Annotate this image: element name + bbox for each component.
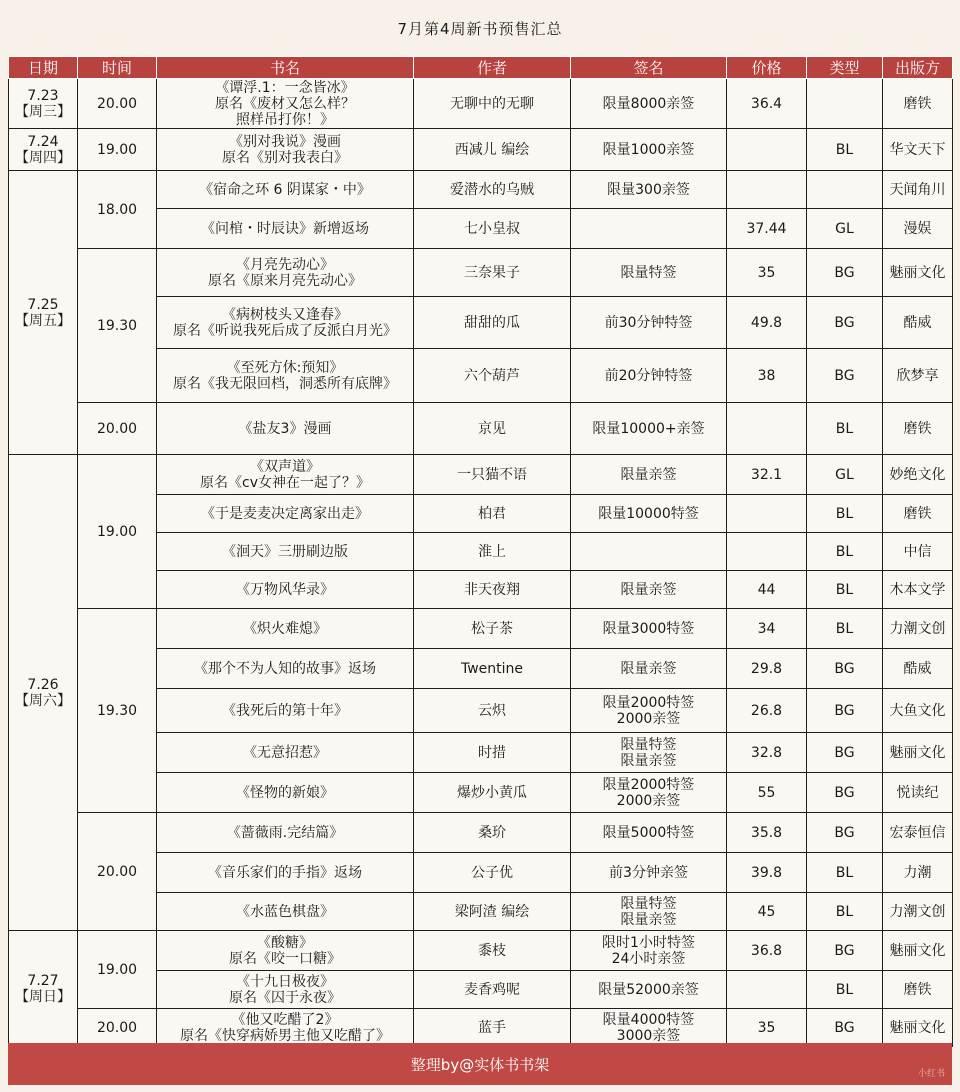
signature-cell: 限量10000+亲签	[571, 403, 727, 455]
publisher-cell: 魅丽文化	[883, 1009, 953, 1047]
price-cell: 55	[727, 773, 807, 813]
signature-cell: 限量1000亲签	[571, 129, 727, 171]
publisher-cell: 华文天下	[883, 129, 953, 171]
header-price: 价格	[727, 57, 807, 79]
time-cell: 20.00	[78, 403, 157, 455]
signature-cell: 限量300亲签	[571, 171, 727, 209]
author-cell: 无聊中的无聊	[414, 79, 571, 129]
signature-cell: 限量4000特签 3000亲签	[571, 1009, 727, 1047]
title-cell: 《无意招惹》	[157, 733, 414, 773]
title-cell: 《音乐家们的手指》返场	[157, 853, 414, 893]
price-cell: 37.44	[727, 209, 807, 249]
signature-cell: 限量特签	[571, 249, 727, 297]
time-cell: 20.00	[78, 813, 157, 931]
genre-cell: BG	[807, 931, 883, 971]
publisher-cell: 磨铁	[883, 495, 953, 533]
signature-cell: 前30分钟特签	[571, 297, 727, 349]
genre-cell: GL	[807, 209, 883, 249]
author-cell: Twentine	[414, 649, 571, 689]
genre-cell: BL	[807, 893, 883, 931]
date-cell: 7.27 【周日】	[9, 931, 78, 1047]
page-title: 7月第4周新书预售汇总	[397, 19, 563, 38]
author-cell: 一只猫不语	[414, 455, 571, 495]
signature-cell: 限量亲签	[571, 571, 727, 609]
title-cell: 《蔷薇雨.完结篇》	[157, 813, 414, 853]
author-cell: 爆炒小黄瓜	[414, 773, 571, 813]
header-author: 作者	[414, 57, 571, 79]
signature-cell: 前20分钟特签	[571, 349, 727, 403]
table-row	[9, 609, 953, 649]
genre-cell: BG	[807, 813, 883, 853]
table-row	[9, 129, 953, 171]
title-cell: 《问棺・时辰诀》新增返场	[157, 209, 414, 249]
time-cell: 20.00	[78, 79, 157, 129]
publisher-cell: 力潮文创	[883, 893, 953, 931]
header-publisher: 出版方	[883, 57, 953, 79]
price-cell: 44	[727, 571, 807, 609]
genre-cell: BL	[807, 495, 883, 533]
price-cell: 39.8	[727, 853, 807, 893]
table-row	[9, 79, 953, 129]
author-cell: 甜甜的瓜	[414, 297, 571, 349]
publisher-cell: 大鱼文化	[883, 689, 953, 733]
author-cell: 淮上	[414, 533, 571, 571]
signature-cell: 限量10000特签	[571, 495, 727, 533]
date-cell: 7.26 【周六】	[9, 455, 78, 931]
title-cell: 《病树枝头又逢春》 原名《听说我死后成了反派白月光》	[157, 297, 414, 349]
price-cell: 36.4	[727, 79, 807, 129]
genre-cell: BG	[807, 649, 883, 689]
price-cell: 34	[727, 609, 807, 649]
publisher-cell: 酷威	[883, 649, 953, 689]
genre-cell	[807, 79, 883, 129]
price-cell: 36.8	[727, 931, 807, 971]
author-cell: 非天夜翔	[414, 571, 571, 609]
price-cell: 26.8	[727, 689, 807, 733]
title-cell: 《宿命之环 6 阴谋家・中》	[157, 171, 414, 209]
signature-cell: 限量2000特签 2000亲签	[571, 773, 727, 813]
genre-cell: BL	[807, 533, 883, 571]
publisher-cell: 磨铁	[883, 971, 953, 1009]
title-cell: 《水蓝色棋盘》	[157, 893, 414, 931]
genre-cell: BL	[807, 971, 883, 1009]
signature-cell: 限量特签 限量亲签	[571, 733, 727, 773]
title-cell: 《那个不为人知的故事》返场	[157, 649, 414, 689]
title-cell: 《至死方休:预知》 原名《我无限回档，洞悉所有底牌》	[157, 349, 414, 403]
signature-cell: 限量8000亲签	[571, 79, 727, 129]
genre-cell: BL	[807, 403, 883, 455]
title-cell: 《我死后的第十年》	[157, 689, 414, 733]
date-cell: 7.24 【周四】	[9, 129, 78, 171]
genre-cell: BL	[807, 609, 883, 649]
price-cell	[727, 971, 807, 1009]
author-cell: 柏君	[414, 495, 571, 533]
publisher-cell: 妙绝文化	[883, 455, 953, 495]
genre-cell: BG	[807, 349, 883, 403]
genre-cell: BL	[807, 129, 883, 171]
signature-cell: 限量52000亲签	[571, 971, 727, 1009]
publisher-cell: 磨铁	[883, 403, 953, 455]
price-cell	[727, 171, 807, 209]
signature-cell: 前3分钟亲签	[571, 853, 727, 893]
time-cell: 19.30	[78, 249, 157, 403]
title-cell: 《谭浮.1：一念皆冰》 原名《废材又怎么样？ 照样吊打你！》	[157, 79, 414, 129]
date-cell: 7.25 【周五】	[9, 171, 78, 455]
time-cell: 18.00	[78, 171, 157, 249]
author-cell: 蓝手	[414, 1009, 571, 1047]
publisher-cell: 木本文学	[883, 571, 953, 609]
author-cell: 西减儿 编绘	[414, 129, 571, 171]
title-cell: 《月亮先动心》 原名《原来月亮先动心》	[157, 249, 414, 297]
publisher-cell: 魅丽文化	[883, 249, 953, 297]
genre-cell: BG	[807, 733, 883, 773]
header-time: 时间	[78, 57, 157, 79]
table-row	[9, 403, 953, 455]
title-cell: 《别对我说》漫画 原名《别对我表白》	[157, 129, 414, 171]
genre-cell: BG	[807, 1009, 883, 1047]
time-cell: 19.00	[78, 455, 157, 609]
price-cell: 32.1	[727, 455, 807, 495]
price-cell: 35	[727, 249, 807, 297]
publisher-cell: 磨铁	[883, 79, 953, 129]
title-cell: 《炽火难熄》	[157, 609, 414, 649]
genre-cell	[807, 171, 883, 209]
author-cell: 三奈果子	[414, 249, 571, 297]
publisher-cell: 漫娱	[883, 209, 953, 249]
price-cell: 38	[727, 349, 807, 403]
author-cell: 云炽	[414, 689, 571, 733]
presale-table	[8, 56, 953, 1047]
table-row	[9, 813, 953, 853]
title-cell: 《怪物的新娘》	[157, 773, 414, 813]
author-cell: 爱潜水的乌贼	[414, 171, 571, 209]
publisher-cell: 酷威	[883, 297, 953, 349]
title-cell: 《酸糖》 原名《咬一口糖》	[157, 931, 414, 971]
time-cell: 19.00	[78, 129, 157, 171]
table-row	[9, 171, 953, 209]
author-cell: 六个葫芦	[414, 349, 571, 403]
title-cell: 《洄天》三册刷边版	[157, 533, 414, 571]
author-cell: 时措	[414, 733, 571, 773]
title-cell: 《盐友3》漫画	[157, 403, 414, 455]
signature-cell: 限量3000特签	[571, 609, 727, 649]
publisher-cell: 力潮	[883, 853, 953, 893]
title-cell: 《万物风华录》	[157, 571, 414, 609]
title-cell: 《他又吃醋了2》 原名《快穿病娇男主他又吃醋了》	[157, 1009, 414, 1047]
time-cell: 19.00	[78, 931, 157, 1009]
footer-banner: 整理by@实体书书架	[8, 1043, 952, 1085]
publisher-cell: 魅丽文化	[883, 931, 953, 971]
author-cell: 松子茶	[414, 609, 571, 649]
table-row	[9, 249, 953, 297]
price-cell: 49.8	[727, 297, 807, 349]
publisher-cell: 力潮文创	[883, 609, 953, 649]
signature-cell: 限量5000特签	[571, 813, 727, 853]
signature-cell	[571, 533, 727, 571]
publisher-cell: 天闻角川	[883, 171, 953, 209]
title-cell: 《十九日极夜》 原名《囚于永夜》	[157, 971, 414, 1009]
watermark: 小红书	[918, 1069, 946, 1079]
header-title: 书名	[157, 57, 414, 79]
price-cell: 35	[727, 1009, 807, 1047]
author-cell: 麦香鸡呢	[414, 971, 571, 1009]
header-date: 日期	[9, 57, 78, 79]
signature-cell: 限量亲签	[571, 455, 727, 495]
title-cell: 《双声道》 原名《cv女神在一起了？》	[157, 455, 414, 495]
signature-cell: 限量2000特签 2000亲签	[571, 689, 727, 733]
date-cell: 7.23 【周三】	[9, 79, 78, 129]
genre-cell: BG	[807, 249, 883, 297]
header-signature: 签名	[571, 57, 727, 79]
header-genre: 类型	[807, 57, 883, 79]
price-cell: 45	[727, 893, 807, 931]
publisher-cell: 宏泰恒信	[883, 813, 953, 853]
publisher-cell: 悦读纪	[883, 773, 953, 813]
publisher-cell: 中信	[883, 533, 953, 571]
header-row	[9, 57, 953, 79]
genre-cell: BL	[807, 571, 883, 609]
genre-cell: GL	[807, 455, 883, 495]
time-cell: 19.30	[78, 609, 157, 813]
price-cell	[727, 495, 807, 533]
price-cell	[727, 403, 807, 455]
signature-cell: 限时1小时特签 24小时亲签	[571, 931, 727, 971]
genre-cell: BG	[807, 689, 883, 733]
signature-cell	[571, 209, 727, 249]
table-row	[9, 455, 953, 495]
price-cell: 29.8	[727, 649, 807, 689]
author-cell: 梁阿渣 编绘	[414, 893, 571, 931]
title-cell: 《于是麦麦决定离家出走》	[157, 495, 414, 533]
publisher-cell: 欣梦享	[883, 349, 953, 403]
signature-cell: 限量特签 限量亲签	[571, 893, 727, 931]
price-cell: 35.8	[727, 813, 807, 853]
time-cell: 20.00	[78, 1009, 157, 1047]
publisher-cell: 魅丽文化	[883, 733, 953, 773]
author-cell: 七小皇叔	[414, 209, 571, 249]
table-body	[9, 79, 953, 1047]
author-cell: 桑玠	[414, 813, 571, 853]
table-row	[9, 931, 953, 971]
genre-cell: BG	[807, 297, 883, 349]
author-cell: 公子优	[414, 853, 571, 893]
genre-cell: BG	[807, 773, 883, 813]
price-cell	[727, 533, 807, 571]
table-row	[9, 1009, 953, 1047]
author-cell: 黍枝	[414, 931, 571, 971]
genre-cell: BL	[807, 853, 883, 893]
price-cell: 32.8	[727, 733, 807, 773]
price-cell	[727, 129, 807, 171]
signature-cell: 限量亲签	[571, 649, 727, 689]
author-cell: 京见	[414, 403, 571, 455]
